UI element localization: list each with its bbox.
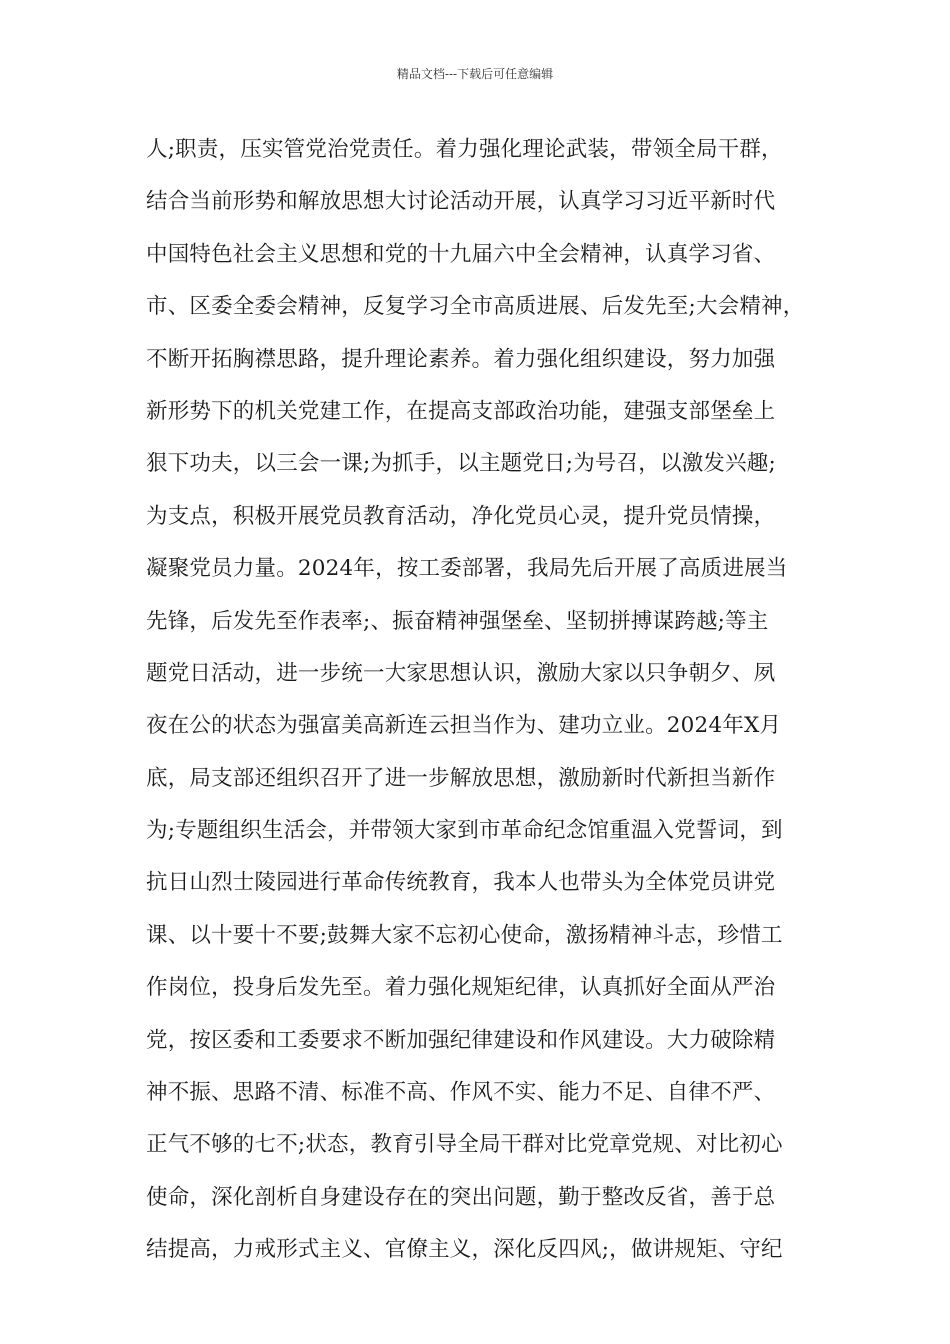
text-line: 不断开拓胸襟思路，提升理论素养。着力强化组织建设，努力加强	[146, 346, 776, 372]
text-line: 党，按区委和工委要求不断加强纪律建设和作风建设。大力破除精	[146, 1027, 776, 1053]
text-line: 夜在公的状态为强富美高新连云担当作为、建功立业。2024年X月	[146, 713, 782, 739]
text-line: 神不振、思路不清、标准不高、作风不实、能力不足、自律不严、	[146, 1080, 776, 1106]
text-line: 凝聚党员力量。2024年，按工委部署，我局先后开展了高质进展当	[146, 556, 788, 582]
text-line: 新形势下的机关党建工作，在提高支部政治功能，建强支部堡垒上	[146, 398, 776, 424]
page-header: 精品文档---下载后可任意编辑	[396, 67, 554, 81]
text-line: 为支点，积极开展党员教育活动，净化党员心灵，提升党员情操，	[146, 503, 776, 529]
text-line: 结合当前形势和解放思想大讨论活动开展，认真学习习近平新时代	[146, 189, 776, 215]
text-line: 市、区委全委会精神，反复学习全市高质进展、后发先至;大会精神，	[146, 294, 805, 320]
text-line: 使命，深化剖析自身建设存在的突出问题，勤于整改反省，善于总	[146, 1184, 776, 1210]
text-line: 人;职责，压实管党治党责任。着力强化理论武装，带领全局干群，	[146, 137, 783, 162]
text-line: 题党日活动，进一步统一大家思想认识，激励大家以只争朝夕、夙	[146, 660, 776, 686]
text-line: 结提高，力戒形式主义、官僚主义，深化反四风;，做讲规矩、守纪	[146, 1237, 783, 1263]
text-line: 先锋，后发先至作表率;、振奋精神强堡垒、坚韧拼搏谋跨越;等主	[146, 608, 769, 634]
text-line: 课、以十要十不要;鼓舞大家不忘初心使命，激扬精神斗志，珍惜工	[146, 922, 783, 948]
text-line: 作岗位，投身后发先至。着力强化规矩纪律，认真抓好全面从严治	[146, 975, 776, 1001]
text-line: 狠下功夫，以三会一课;为抓手，以主题党日;为号召，以激发兴趣;	[146, 451, 776, 477]
body-text	[146, 124, 811, 1277]
text-line: 正气不够的七不;状态，教育引导全局干群对比党章党规、对比初心	[146, 1132, 783, 1158]
text-line: 为;专题组织生活会，并带领大家到市革命纪念馆重温入党誓词，到	[146, 818, 783, 844]
text-line: 底，局支部还组织召开了进一步解放思想，激励新时代新担当新作	[146, 765, 776, 791]
text-line: 抗日山烈士陵园进行革命传统教育，我本人也带头为全体党员讲党	[146, 870, 776, 896]
text-line: 中国特色社会主义思想和党的十九届六中全会精神，认真学习省、	[146, 241, 776, 267]
